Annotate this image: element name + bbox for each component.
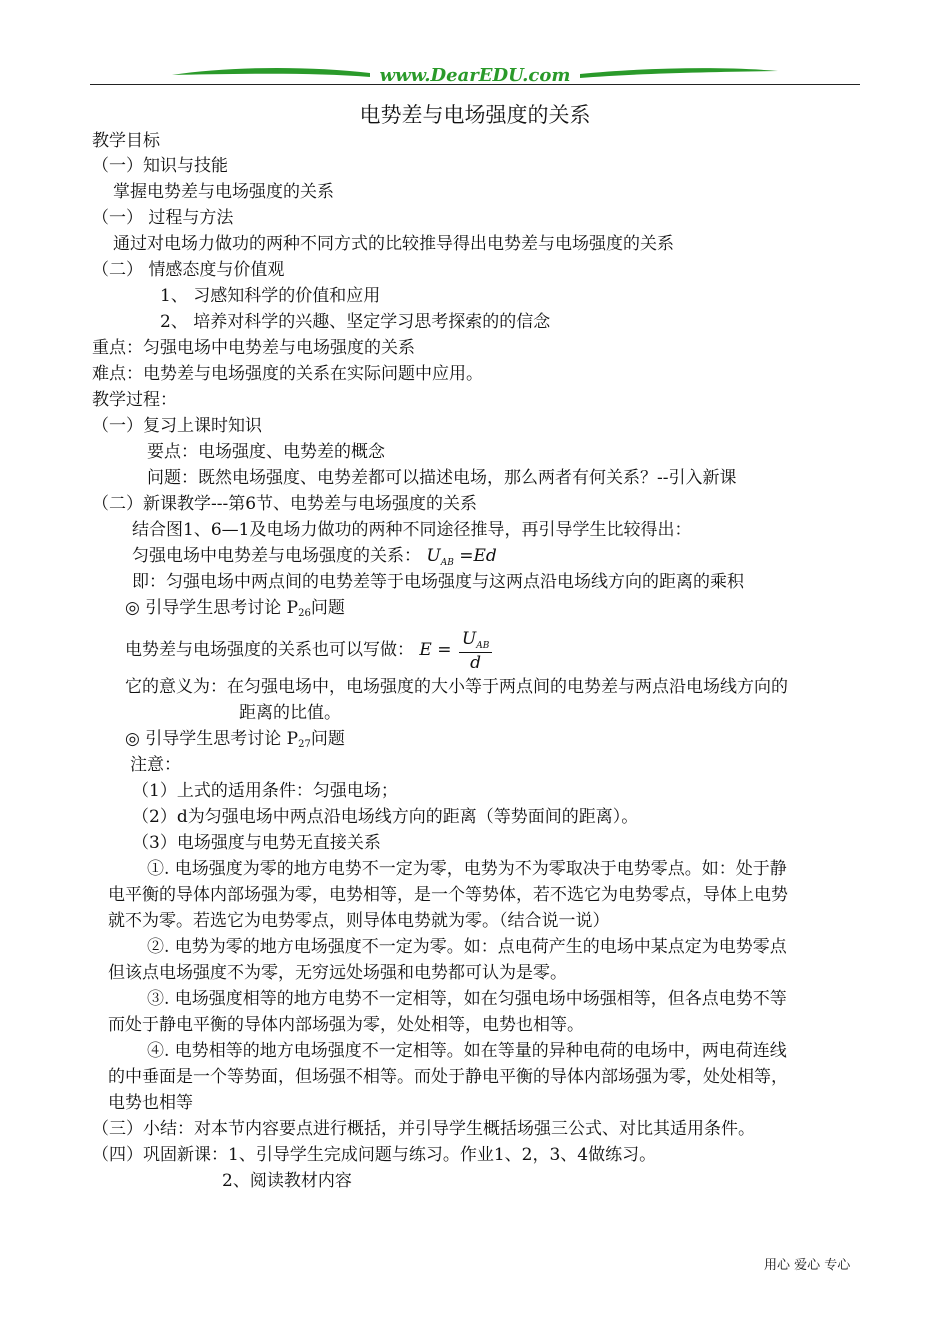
section-heading: 教学目标 <box>92 131 160 151</box>
subsection-heading: （二）新课教学---第6节、电势差与电场强度的关系 <box>92 494 478 514</box>
formula-uab-ed: $U_{AB} =Ed$ <box>426 546 497 568</box>
paragraph-line: ②. 电势为零的地方电场强度不一定为零。如：点电荷产生的电场中某点定为电势零点 <box>147 937 787 957</box>
consolidation-line: （四）巩固新课：1、引导学生完成问题与练习。作业1、2，3、4做练习。 <box>92 1145 657 1165</box>
paragraph-line: 即：匀强电场中两点间的电势差等于电场强度与这两点沿电场线方向的距离的乘积 <box>132 572 744 592</box>
formula-label: 匀强电场中电势差与电场强度的关系： <box>132 546 421 566</box>
formula-line <box>125 628 492 672</box>
paragraph-line: 通过对电场力做功的两种不同方式的比较推导得出电势差与电场强度的关系 <box>113 234 674 254</box>
section-heading: 教学过程： <box>92 390 177 410</box>
paragraph-line: 电势也相等 <box>108 1093 193 1113</box>
formula-line <box>132 543 497 569</box>
paragraph-line: 就不为零。若选它为电势零点，则导体电势就为零。（结合说一说） <box>108 911 610 931</box>
subsection-heading: （一）复习上课时知识 <box>92 416 262 436</box>
paragraph-line: 要点：电场强度、电势差的概念 <box>147 442 385 462</box>
subsection-heading: （二） 情感态度与价值观 <box>92 260 285 280</box>
subsection-heading: （一） 过程与方法 <box>92 208 234 228</box>
list-item: 2、阅读教材内容 <box>222 1171 352 1191</box>
footer-motto: 用心 爱心 专心 <box>764 1258 851 1273</box>
note-heading: 注意： <box>130 755 181 775</box>
paragraph-line: 距离的比值。 <box>239 703 341 723</box>
header-rule <box>90 84 860 85</box>
note-item: （2）d为匀强电场中两点沿电场线方向的距离（等势面间的距离）。 <box>132 807 639 827</box>
paragraph-line: 而处于静电平衡的导体内部场强为零，处处相等，电势也相等。 <box>108 1015 584 1035</box>
paragraph-line: ③. 电场强度相等的地方电势不一定相等，如在匀强电场中场强相等，但各点电势不等 <box>147 989 787 1009</box>
note-item: （1）上式的适用条件：匀强电场； <box>132 781 398 801</box>
paragraph-line: 掌握电势差与电场强度的关系 <box>113 182 334 202</box>
summary-line: （三）小结：对本节内容要点进行概括，并引导学生概括场强三公式、对比其适用条件。 <box>92 1119 755 1139</box>
formula-label: 电势差与电场强度的关系也可以写做： <box>125 640 414 660</box>
paragraph-line: ①. 电场强度为零的地方电势不一定为零，电势为不为零取决于电势零点。如：处于静 <box>147 859 787 879</box>
list-item: 2、 培养对科学的兴趣、坚定学习思考探索的的信念 <box>160 312 551 332</box>
paragraph-line: 但该点电场强度不为零，无穷远处场强和电势都可认为是零。 <box>108 963 567 983</box>
discussion-line: ◎ 引导学生思考讨论 P26问题 <box>125 598 345 619</box>
logo-text: www.DearEDU.com <box>379 65 571 86</box>
note-item: （3）电场强度与电势无直接关系 <box>132 833 381 853</box>
paragraph-line: 电平衡的导体内部场强为零，电势相等，是一个等势体，若不选它为电势零点，导体上电势 <box>108 885 788 905</box>
key-point: 重点：匀强电场中电势差与电场强度的关系 <box>92 338 415 358</box>
discussion-line: ◎ 引导学生思考讨论 P27问题 <box>125 729 345 750</box>
paragraph-line: 结合图1、6—1及电场力做功的两种不同途径推导，再引导学生比较得出： <box>132 520 692 540</box>
logo-swoosh-left <box>172 68 370 77</box>
difficulty-point: 难点：电势差与电场强度的关系在实际问题中应用。 <box>92 364 483 384</box>
paragraph-line: 它的意义为：在匀强电场中，电场强度的大小等于两点间的电势差与两点沿电场线方向的 <box>125 677 788 697</box>
paragraph-line: 的中垂面是一个等势面，但场强不相等。而处于静电平衡的导体内部场强为零，处处相等， <box>108 1067 788 1087</box>
paragraph-line: 问题：既然电场强度、电势差都可以描述电场，那么两者有何关系？--引入新课 <box>147 468 737 488</box>
formula-e-fraction: E = $\frac{U_{AB}}{d}$ <box>419 640 492 660</box>
page-title: 电势差与电场强度的关系 <box>359 103 591 127</box>
subsection-heading: （一）知识与技能 <box>92 156 228 176</box>
paragraph-line: ④. 电势相等的地方电场强度不一定相等。如在等量的异种电荷的电场中，两电荷连线 <box>147 1041 787 1061</box>
list-item: 1、 习感知科学的价值和应用 <box>160 286 381 306</box>
logo-swoosh-right <box>580 68 778 78</box>
